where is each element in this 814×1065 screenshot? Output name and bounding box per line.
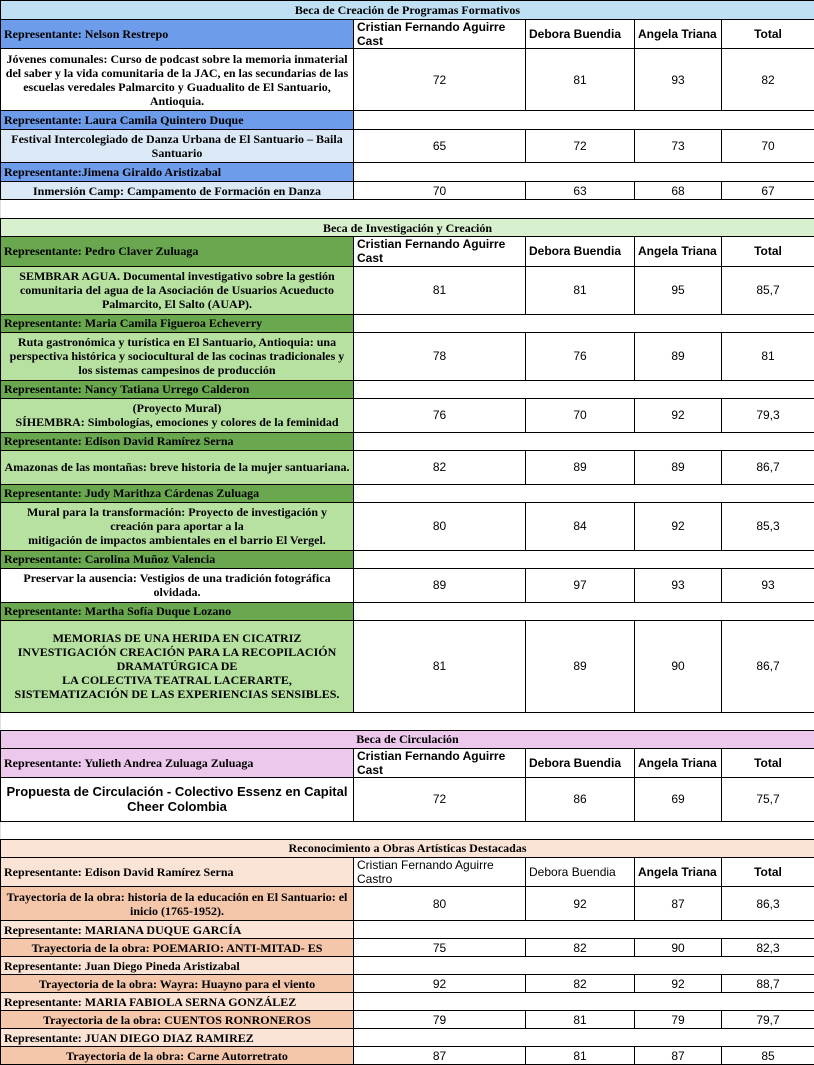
section-title: Beca de Investigación y Creación — [1, 219, 814, 237]
project-row — [1, 887, 814, 921]
project-row — [1, 450, 814, 484]
project-title: Trayectoria de la obra: Carne Autorretrato — [1, 1047, 354, 1065]
representative-label: Representante: MARIANA DUQUE GARCÍA — [1, 921, 354, 939]
representative-label: Representante: Edison David Ramírez Serna — [1, 857, 354, 886]
score-juror2: 84 — [526, 502, 635, 550]
score-juror1: 78 — [354, 332, 526, 380]
rep-row — [1, 550, 814, 568]
score-juror3: 87 — [635, 887, 722, 921]
score-juror3: 68 — [635, 182, 722, 200]
rep-row — [1, 111, 814, 130]
project-row — [1, 266, 814, 314]
score-juror3: 90 — [635, 939, 722, 957]
score-total: 81 — [722, 332, 814, 380]
project-title: Trayectoria de la obra: Wayra: Huayno para el viento — [1, 975, 354, 993]
rep-row — [1, 237, 814, 266]
spacer-row — [1, 712, 814, 730]
section-title: Beca de Creación de Programas Formativos — [1, 1, 814, 20]
score-juror1: 82 — [354, 450, 526, 484]
empty-cell — [354, 163, 814, 182]
section-title-row — [1, 730, 814, 748]
representative-label: Representante: Nelson Restrepo — [1, 20, 354, 49]
project-row — [1, 939, 814, 957]
rep-row — [1, 993, 814, 1011]
project-title-line: mitigación de impactos ambientales en el barrio El Vergel. — [28, 533, 326, 547]
rep-row — [1, 432, 814, 450]
project-title: Festival Intercolegiado de Danza Urbana de El Santuario – Baila Santuario — [1, 130, 354, 163]
project-title: Jóvenes comunales: Curso de podcast sobre la memoria inmaterial del saber y la vida comunitaria de la JAC, en las secundarias de las escuelas veredales Palmarcito y Guadualito de El Santuario, Antioquia. — [1, 49, 354, 111]
score-total: 79,3 — [722, 398, 814, 432]
juror2-header: Debora Buendia — [526, 748, 635, 777]
score-juror1: 89 — [354, 568, 526, 602]
project-title-line: (Proyecto Mural) — [133, 401, 222, 415]
score-juror1: 70 — [354, 182, 526, 200]
rep-row — [1, 163, 814, 182]
score-total: 93 — [722, 568, 814, 602]
score-total: 82 — [722, 49, 814, 111]
score-juror1: 72 — [354, 49, 526, 111]
juror2-header: Debora Buendia — [526, 857, 635, 886]
project-row — [1, 1011, 814, 1029]
total-header: Total — [722, 237, 814, 266]
score-juror2: 89 — [526, 450, 635, 484]
representative-label: Representante: Yulieth Andrea Zuluaga Zuluaga — [1, 748, 354, 777]
total-header: Total — [722, 857, 814, 886]
empty-cell — [354, 432, 814, 450]
project-title: Trayectoria de la obra: POEMARIO: ANTI-MITAD- ES — [1, 939, 354, 957]
score-juror2: 92 — [526, 887, 635, 921]
representative-label: Representante: Juan Diego Pineda Aristizabal — [1, 957, 354, 975]
representative-label: Representante: Carolina Muñoz Valencia — [1, 550, 354, 568]
score-juror1: 76 — [354, 398, 526, 432]
empty-cell — [354, 380, 814, 398]
score-juror1: 72 — [354, 777, 526, 821]
juror1-header: Cristian Fernando Aguirre Cast — [354, 748, 526, 777]
empty-cell — [354, 314, 814, 332]
spacer-row — [1, 821, 814, 839]
score-juror1: 87 — [354, 1047, 526, 1065]
empty-cell — [354, 550, 814, 568]
juror2-header: Debora Buendia — [526, 20, 635, 49]
rep-row — [1, 20, 814, 49]
score-juror3: 89 — [635, 450, 722, 484]
score-juror3: 93 — [635, 49, 722, 111]
project-title — [1, 398, 354, 432]
representative-label: Representante: Laura Camila Quintero Duque — [1, 111, 354, 130]
rep-row — [1, 857, 814, 886]
score-juror1: 80 — [354, 887, 526, 921]
spacer-cell — [1, 200, 814, 219]
project-row — [1, 398, 814, 432]
project-title: Trayectoria de la obra: historia de la educación en El Santuario: el inicio (1765-1952). — [1, 887, 354, 921]
score-total: 67 — [722, 182, 814, 200]
representative-label: Representante: Edison David Ramírez Serna — [1, 432, 354, 450]
project-title: SEMBRAR AGUA. Documental investigativo sobre la gestión comunitaria del agua de la Asociación de Usuarios Acueducto Palmarcito, El Salto (AUAP). — [1, 266, 354, 314]
score-juror2: 82 — [526, 975, 635, 993]
juror3-header: Angela Triana — [635, 20, 722, 49]
project-title: Inmersión Camp: Campamento de Formación en Danza — [1, 182, 354, 200]
score-total: 85,3 — [722, 502, 814, 550]
project-row — [1, 332, 814, 380]
score-juror1: 81 — [354, 266, 526, 314]
section-title-row — [1, 1, 814, 20]
rep-row — [1, 314, 814, 332]
project-row — [1, 777, 814, 821]
project-title: Ruta gastronómica y turística en El Santuario, Antioquia: una perspectiva histórica y sociocultural de las cocinas tradicionales y los sistemas campesinos de producción — [1, 332, 354, 380]
rep-row — [1, 957, 814, 975]
score-juror3: 95 — [635, 266, 722, 314]
spacer-row — [1, 200, 814, 219]
juror1-header: Cristian Fernando Aguirre Cast — [354, 20, 526, 49]
empty-cell — [354, 921, 814, 939]
score-juror2: 81 — [526, 49, 635, 111]
project-title: Amazonas de las montañas: breve historia de la mujer santuariana. — [1, 450, 354, 484]
juror2-header: Debora Buendia — [526, 237, 635, 266]
rep-row — [1, 484, 814, 502]
score-juror1: 75 — [354, 939, 526, 957]
rep-row — [1, 748, 814, 777]
representative-label: Representante: Pedro Claver Zuluaga — [1, 237, 354, 266]
score-juror3: 87 — [635, 1047, 722, 1065]
rep-row — [1, 1029, 814, 1047]
spacer-cell — [1, 821, 814, 839]
project-row — [1, 620, 814, 712]
score-juror3: 79 — [635, 1011, 722, 1029]
score-juror2: 63 — [526, 182, 635, 200]
total-header: Total — [722, 748, 814, 777]
total-header: Total — [722, 20, 814, 49]
project-title: Trayectoria de la obra: CUENTOS RONRONEROS — [1, 1011, 354, 1029]
project-title — [1, 620, 354, 712]
representative-label: Representante: Maria Camila Figueroa Echeverry — [1, 314, 354, 332]
score-total: 86,7 — [722, 620, 814, 712]
representative-label: Representante: Nancy Tatiana Urrego Calderon — [1, 380, 354, 398]
project-row — [1, 975, 814, 993]
representative-label: Representante: JUAN DIEGO DIAZ RAMIREZ — [1, 1029, 354, 1047]
empty-cell — [354, 957, 814, 975]
rep-row — [1, 380, 814, 398]
score-juror3: 92 — [635, 502, 722, 550]
project-row — [1, 502, 814, 550]
score-total: 85 — [722, 1047, 814, 1065]
project-row — [1, 130, 814, 163]
score-juror2: 70 — [526, 398, 635, 432]
score-juror2: 72 — [526, 130, 635, 163]
score-total: 82,3 — [722, 939, 814, 957]
rep-row — [1, 921, 814, 939]
section-title: Beca de Circulación — [1, 730, 814, 748]
project-row — [1, 568, 814, 602]
score-juror1: 65 — [354, 130, 526, 163]
project-title — [1, 502, 354, 550]
score-juror2: 97 — [526, 568, 635, 602]
empty-cell — [354, 1029, 814, 1047]
score-juror3: 73 — [635, 130, 722, 163]
score-juror2: 81 — [526, 1047, 635, 1065]
score-total: 85,7 — [722, 266, 814, 314]
score-juror1: 80 — [354, 502, 526, 550]
juror1-header: Cristian Fernando Aguirre Castro — [354, 857, 526, 886]
score-juror2: 81 — [526, 266, 635, 314]
score-total: 79,7 — [722, 1011, 814, 1029]
juror3-header: Angela Triana — [635, 237, 722, 266]
empty-cell — [354, 484, 814, 502]
project-row — [1, 1047, 814, 1065]
representative-label: Representante: Judy Marithza Cárdenas Zuluaga — [1, 484, 354, 502]
score-juror3: 92 — [635, 398, 722, 432]
score-juror2: 89 — [526, 620, 635, 712]
score-total: 88,7 — [722, 975, 814, 993]
score-juror2: 76 — [526, 332, 635, 380]
juror1-header: Cristian Fernando Aguirre Cast — [354, 237, 526, 266]
score-total: 75,7 — [722, 777, 814, 821]
juror3-header: Angela Triana — [635, 857, 722, 886]
representative-label: Representante:Jimena Giraldo Aristizabal — [1, 163, 354, 182]
score-juror3: 90 — [635, 620, 722, 712]
score-total: 86,7 — [722, 450, 814, 484]
project-row — [1, 49, 814, 111]
rep-row — [1, 602, 814, 620]
project-title: Propuesta de Circulación - Colectivo Essenz en Capital Cheer Colombia — [1, 777, 354, 821]
score-juror3: 92 — [635, 975, 722, 993]
score-juror3: 69 — [635, 777, 722, 821]
juror3-header: Angela Triana — [635, 748, 722, 777]
score-juror2: 82 — [526, 939, 635, 957]
score-total: 70 — [722, 130, 814, 163]
section-title-row — [1, 219, 814, 237]
score-juror3: 93 — [635, 568, 722, 602]
score-juror2: 81 — [526, 1011, 635, 1029]
score-juror1: 79 — [354, 1011, 526, 1029]
representative-label: Representante: Martha Sofía Duque Lozano — [1, 602, 354, 620]
section-title-row — [1, 839, 814, 857]
score-juror3: 89 — [635, 332, 722, 380]
score-juror1: 92 — [354, 975, 526, 993]
spacer-cell — [1, 712, 814, 730]
empty-cell — [354, 111, 814, 130]
project-title-line: SÍHEMBRA: Simbologías, emociones y colores de la feminidad — [15, 415, 338, 429]
representative-label: Representante: MARIA FABIOLA SERNA GONZÁLEZ — [1, 993, 354, 1011]
project-row — [1, 182, 814, 200]
project-title-line: Mural para la transformación: Proyecto de investigación y creación para aportar a la — [27, 505, 327, 533]
section-title: Reconocimiento a Obras Artísticas Destacadas — [1, 839, 814, 857]
project-title: Preservar la ausencia: Vestigios de una tradición fotográfica olvidada. — [1, 568, 354, 602]
empty-cell — [354, 993, 814, 1011]
empty-cell — [354, 602, 814, 620]
project-title-line: MEMORIAS DE UNA HERIDA EN CICATRIZ INVESTIGACIÓN CREACIÓN PARA LA RECOPILACIÓN DRAMATÚRGICA DE — [18, 631, 337, 673]
score-juror1: 81 — [354, 620, 526, 712]
score-juror2: 86 — [526, 777, 635, 821]
score-total: 86,3 — [722, 887, 814, 921]
project-title-line: LA COLECTIVA TEATRAL LACERARTE, SISTEMATIZACIÓN DE LAS EXPERIENCIAS SENSIBLES. — [15, 673, 340, 701]
